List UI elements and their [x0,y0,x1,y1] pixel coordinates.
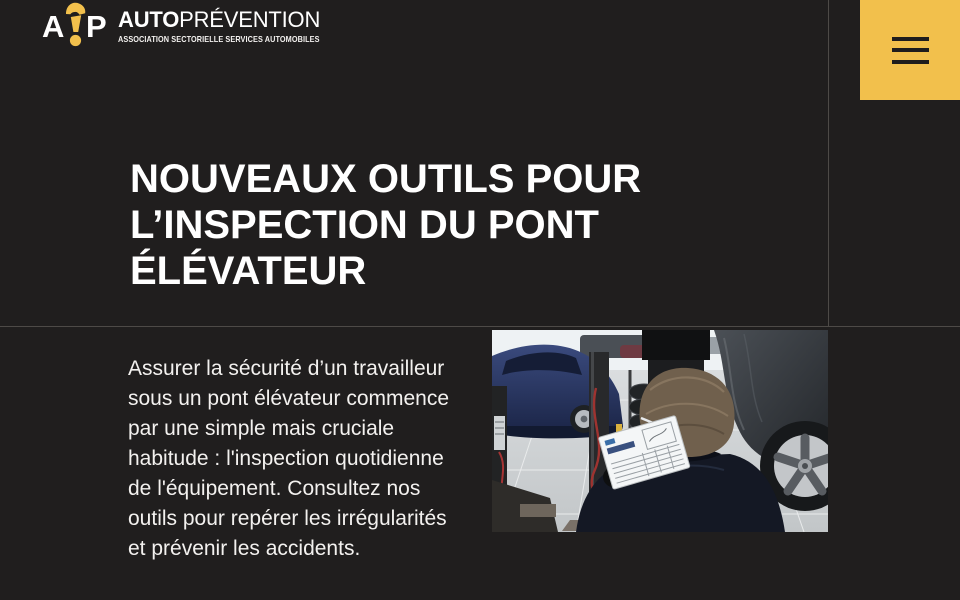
horizontal-divider [0,326,960,327]
exclamation-fender-shape [66,3,85,46]
hamburger-bar [892,60,929,64]
wordmark-auto: AUTO [118,7,180,32]
autoprevention-logo[interactable] [42,1,352,47]
technicien-clipboard-inspection-pont-elevateur-photo [492,330,828,532]
logo-wordmark [118,7,320,32]
monogram-letter-p: P [86,9,107,44]
monogram-letter-a: A [42,9,65,44]
hero-photo [492,330,828,532]
page-title: NOUVEAUX OUTILS POUR L’INSPECTION DU PONT ÉLÉVATEUR [130,157,642,293]
hamburger-bar [892,37,929,41]
menu-button[interactable] [860,0,960,100]
wordmark-prevention: PRÉVENTION [179,7,321,32]
logo-text [118,8,352,44]
hamburger-menu-icon [892,37,929,64]
autoprevention-ap-monogram-icon [42,1,110,47]
logo-tagline: ASSOCIATION SECTORIELLE SERVICES AUTOMOBILES [118,34,320,44]
hamburger-bar [892,48,929,52]
vertical-divider [828,0,829,326]
article-intro-paragraph: Assurer la sécurité d’un travailleur sous un pont élévateur commence par une simple mais cruciale habitude : l'inspection quotidienne de l'équipement. Consultez nos outils pour repérer les irrégularités et prévenir les accidents. [128,357,450,560]
